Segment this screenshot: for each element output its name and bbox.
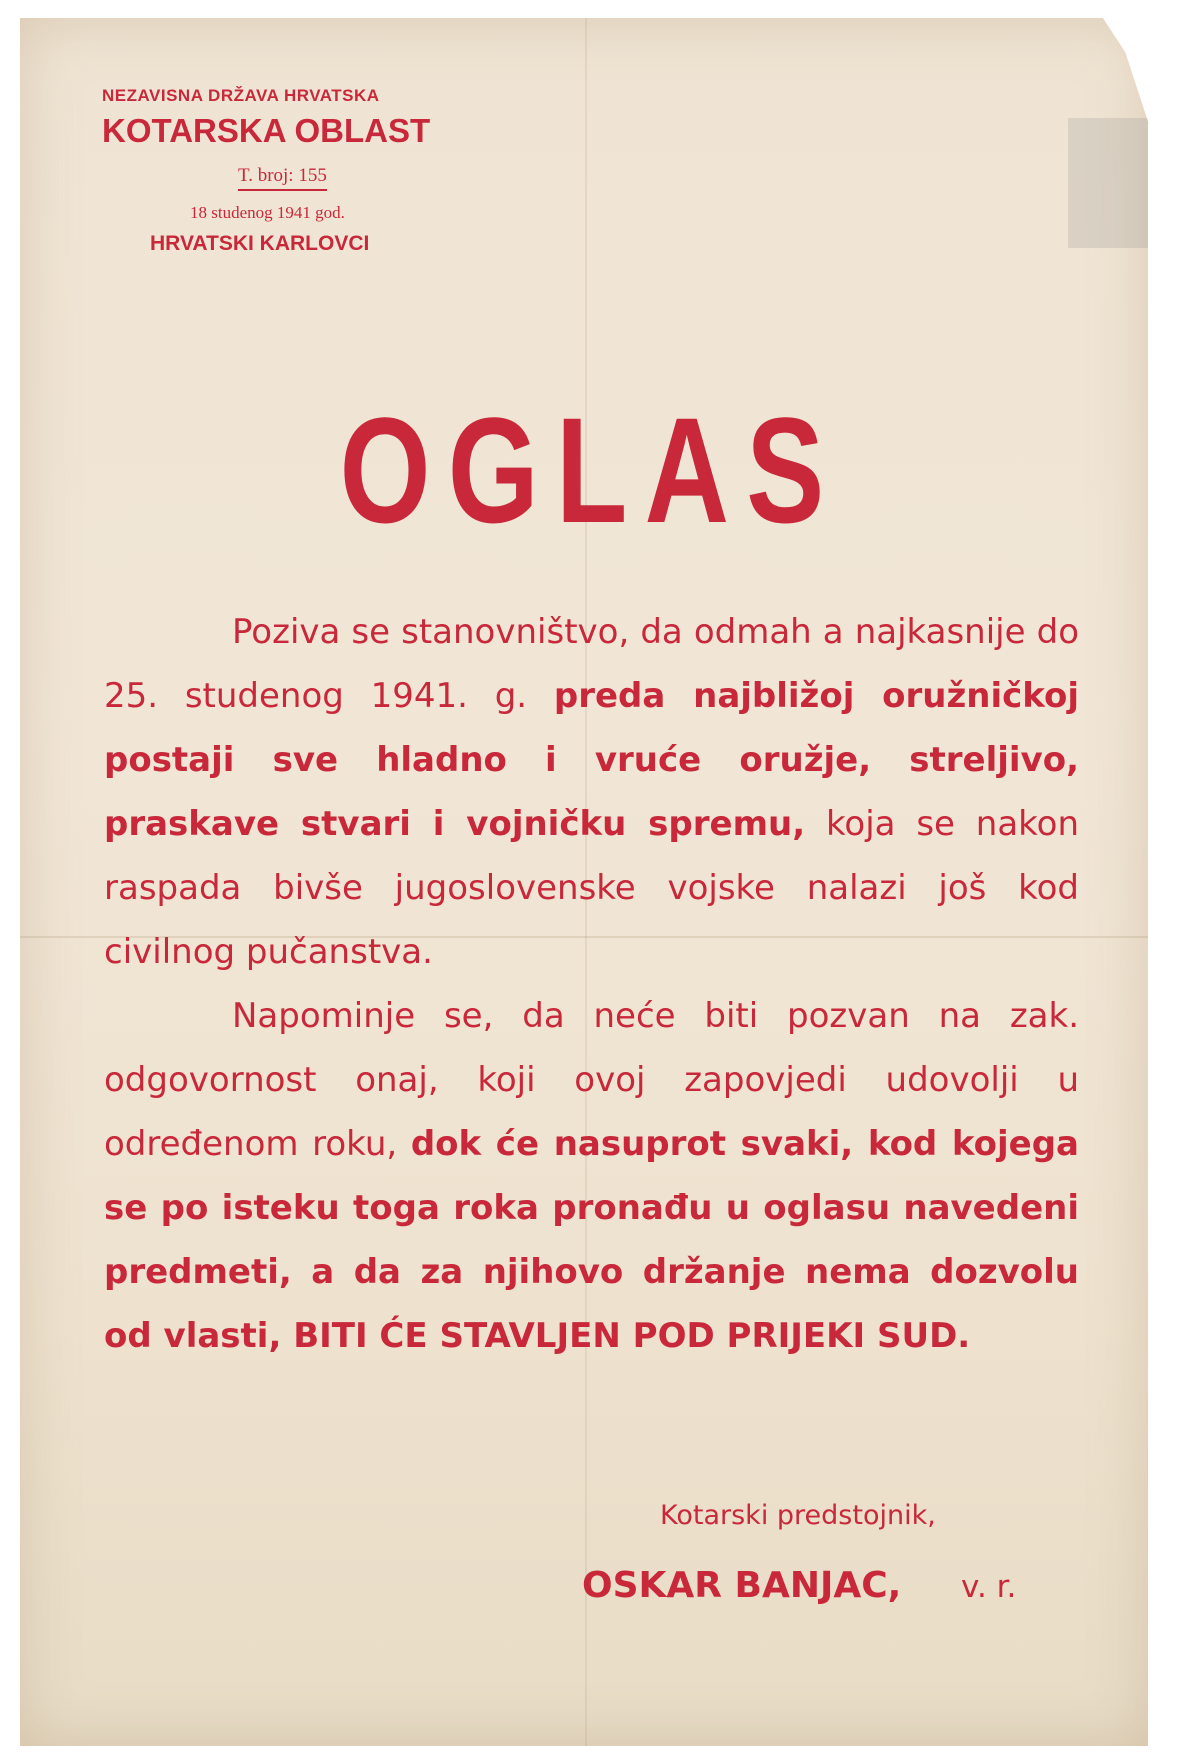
header-place: HRVATSKI KARLOVCI bbox=[150, 232, 370, 255]
corner-stain bbox=[1068, 118, 1148, 248]
signature-suffix: v. r. bbox=[961, 1569, 1017, 1605]
paragraph-2-bold: dok će nasuprot svaki, kod kojega se po isteku toga roka pronađu u oglasu navedeni predmeti, a da za njihovo držanje nema dozvolu od vlasti, BITI ĆE STAVLJEN POD PRIJEKI SUD. bbox=[104, 1124, 1079, 1356]
paragraph-2-intro: Napominje se, da neće biti pozvan na zak. odgovornost onaj, koji ovoj zapovjedi udovolji u određenom roku, bbox=[104, 996, 1079, 1164]
signature-name: OSKAR BANJAC, bbox=[582, 1565, 902, 1606]
paragraph-1-bold: preda najbližoj oružničkoj postaji sve hladno i vruće oružje, streljivo, praskave stvari i vojničku spremu, bbox=[104, 676, 1079, 844]
poster-body bbox=[104, 600, 1079, 1368]
paragraph-1-intro: Poziva se stanovništvo, da odmah a najkasnije do 25. studenog 1941. g. bbox=[104, 612, 1079, 716]
header-date: 18 studenog 1941 god. bbox=[190, 203, 345, 222]
header-number: T. broj: 155 bbox=[238, 165, 327, 191]
header-office: KOTARSKA OBLAST bbox=[102, 112, 431, 149]
poster-title: OGLAS bbox=[339, 386, 842, 554]
paragraph-1-rest: koja se nakon raspada bivše jugoslovenske vojske nalazi još kod civilnog pučanstva. bbox=[104, 804, 1080, 972]
header-state: NEZAVISNA DRŽAVA HRVATSKA bbox=[102, 86, 380, 105]
paragraph-1 bbox=[104, 600, 1079, 984]
paragraph-2 bbox=[104, 984, 1079, 1368]
signature-role: Kotarski predstojnik, bbox=[660, 1500, 936, 1531]
